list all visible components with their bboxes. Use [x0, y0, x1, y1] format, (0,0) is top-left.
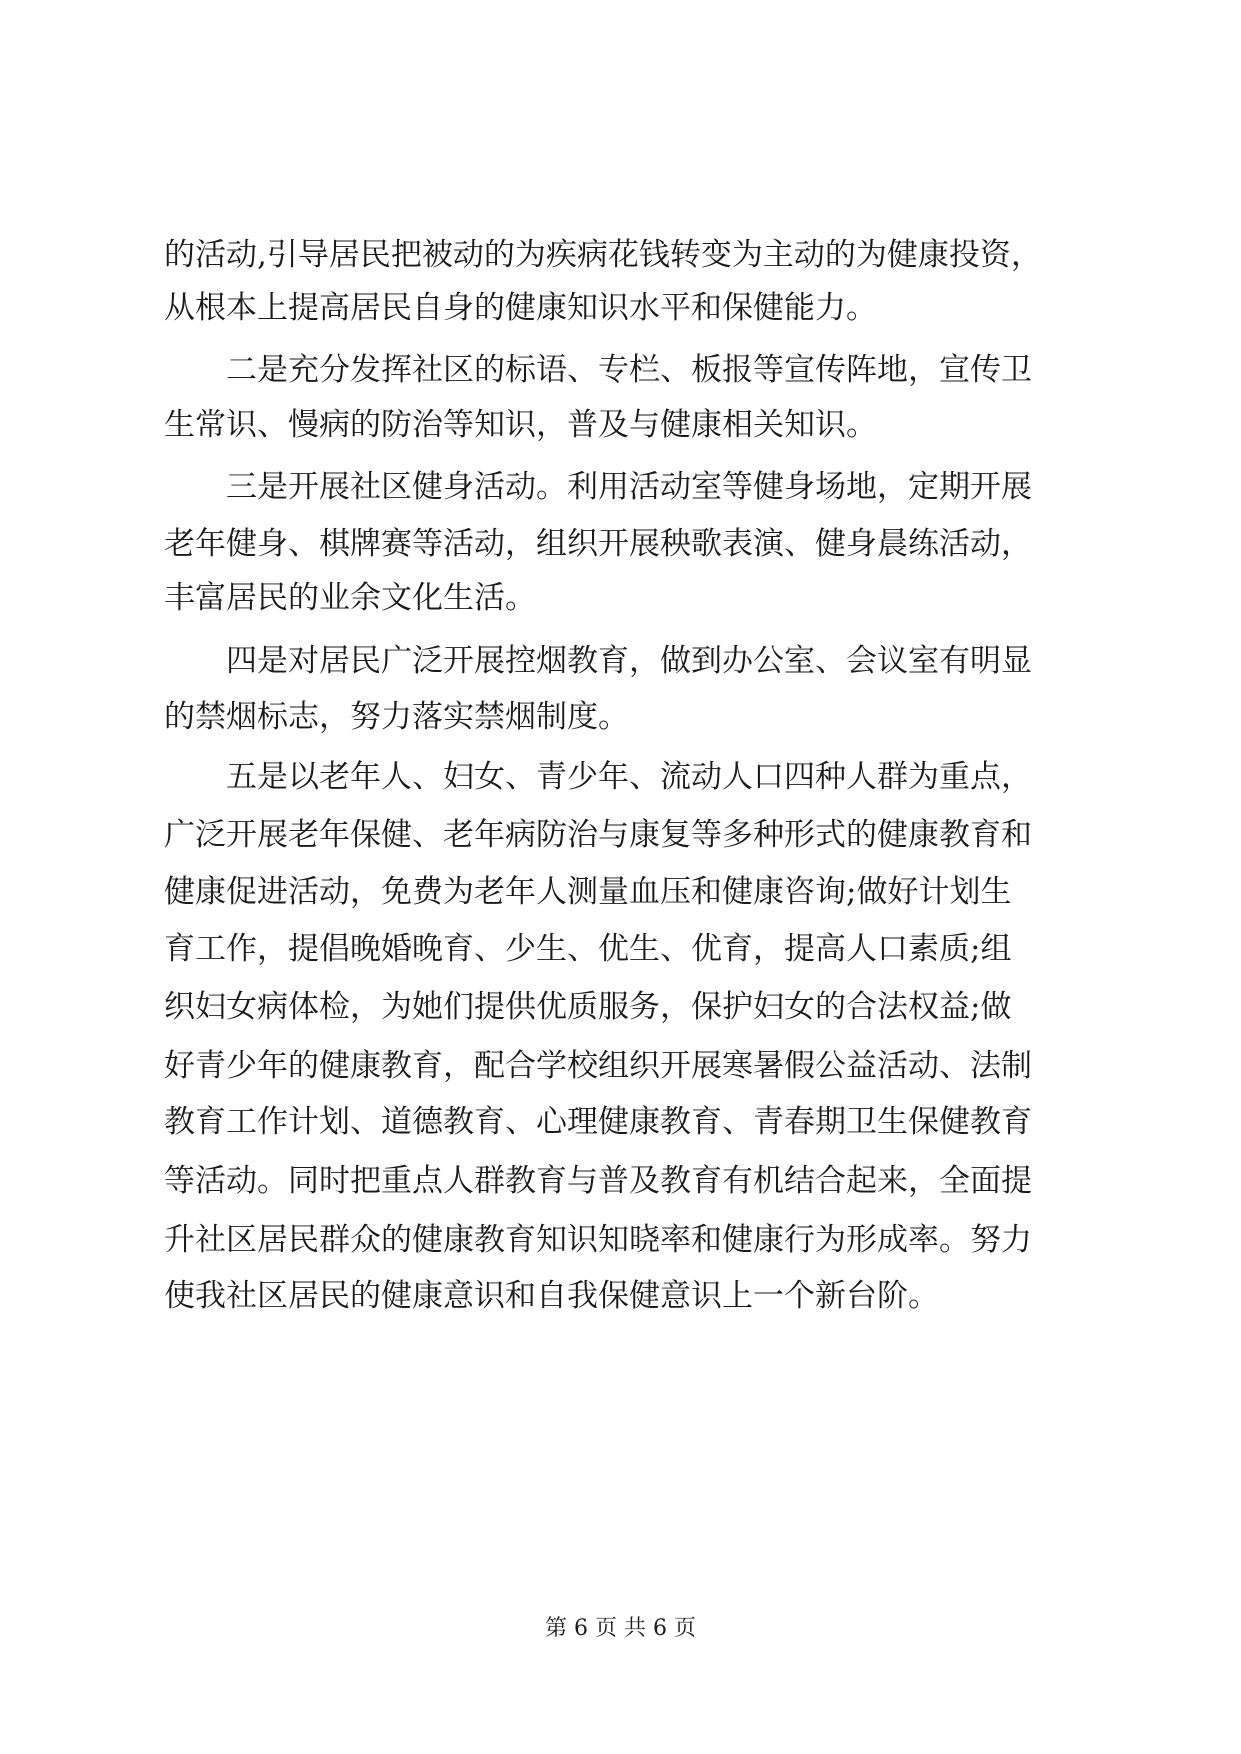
text-line: 等活动。同时把重点人群教育与普及教育有机结合起来，全面提 [164, 1163, 1032, 1199]
text-line: 使我社区居民的健康意识和自我保健意识上一个新台阶。 [164, 1278, 939, 1314]
text-line: 从根本上提高居民自身的健康知识水平和保健能力。 [164, 290, 877, 326]
text-line: 的活动,引导居民把被动的为疾病花钱转变为主动的为健康投资， [164, 237, 1042, 273]
text-line: 广泛开展老年保健、老年病防治与康复等多种形式的健康教育和 [164, 817, 1032, 853]
text-line: 丰富居民的业余文化生活。 [164, 580, 536, 616]
text-line: 织妇女病体检，为她们提供优质服务，保护妇女的合法权益;做 [164, 989, 1012, 1025]
text-line: 生常识、慢病的防治等知识，普及与健康相关知识。 [164, 407, 877, 443]
paragraph-start-line: 四是对居民广泛开展控烟教育，做到办公室、会议室有明显 [226, 643, 1032, 679]
text-line: 健康促进活动，免费为老年人测量血压和健康咨询;做好计划生 [164, 874, 1012, 910]
page-number-footer: 第 6 页 共 6 页 [545, 1616, 696, 1641]
text-line: 老年健身、棋牌赛等活动，组织开展秧歌表演、健身晨练活动， [164, 526, 1032, 562]
text-line: 教育工作计划、道德教育、心理健康教育、青春期卫生保健教育 [164, 1104, 1032, 1140]
paragraph-start-line: 二是充分发挥社区的标语、专栏、板报等宣传阵地，宣传卫 [226, 352, 1032, 388]
text-line: 好青少年的健康教育，配合学校组织开展寒暑假公益活动、法制 [164, 1048, 1032, 1084]
paragraph-start-line: 三是开展社区健身活动。利用活动室等健身场地，定期开展 [226, 469, 1032, 505]
text-line: 的禁烟标志，努力落实禁烟制度。 [164, 699, 629, 735]
text-line: 育工作，提倡晚婚晚育、少生、优生、优育，提高人口素质;组 [164, 931, 1012, 967]
paragraph-start-line: 五是以老年人、妇女、青少年、流动人口四种人群为重点， [226, 759, 1032, 795]
text-line: 升社区居民群众的健康教育知识知晓率和健康行为形成率。努力 [164, 1222, 1032, 1258]
